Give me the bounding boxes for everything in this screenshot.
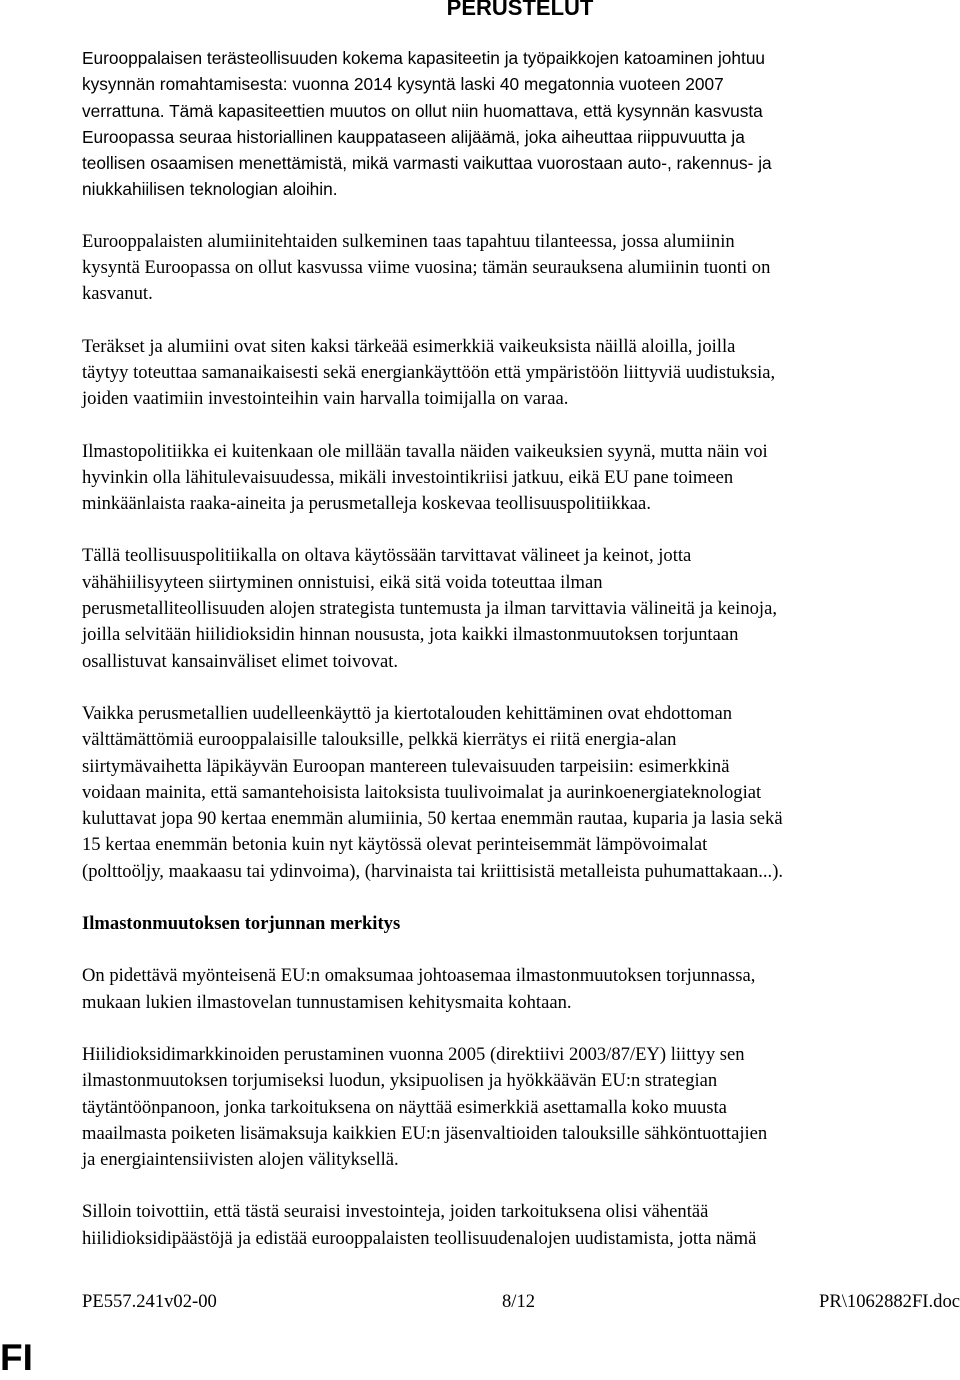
paragraph-1: Eurooppalaisen terästeollisuuden kokema kapasiteetin ja työpaikkojen katoaminen johtuu kysynnän romahtamisesta: vuonna 2014 kysyntä laski 40 megatonnia vuoteen 2007 verrattuna. Tämä kapasiteettien muutos on ollut niin huomattava, että kysynnän kasvusta Euroopassa seuraa historiallinen kauppataseen alijäämä, joka aiheuttaa riippuvuutta ja teollisen osaamisen menettämistä, mikä varmasti vaikuttaa vuorostaan auto-, rakennus- ja niukkahiilisen teknologian aloihin. [82, 48, 772, 200]
footer-doc-ref: PE557.241v02-00 [82, 1291, 217, 1312]
document-body [82, 45, 960, 1252]
language-code: FI [0, 1337, 33, 1378]
footer-page-number: 8/12 [502, 1291, 536, 1312]
page-footer [82, 1289, 960, 1315]
paragraph-4: Ilmastopolitiikka ei kuitenkaan ole millään tavalla näiden vaikeuksien syynä, mutta näin voi hyvinkin olla lähitulevaisuudessa, mikäli investointikriisi jatkuu, eikä EU pane toimeen minkäänlaista raaka-aineita ja perusmetalleja koskevaa teollisuuspolitiikkaa. [82, 440, 768, 515]
paragraph-9: Silloin toivottiin, että tästä seuraisi investointeja, joiden tarkoituksena olisi vähentää hiilidioksidipäästöjä ja edistää eurooppalaisten teollisuudenalojen uudistamista, jotta nämä [82, 1201, 757, 1249]
paragraph-7: On pidettävä myönteisenä EU:n omaksumaa johtoasemaa ilmastonmuutoksen torjunnassa, mukaan lukien ilmastovelan tunnustamisen kehitysmaita kohtaan. [82, 965, 756, 1013]
paragraph-5: Tällä teollisuuspolitiikalla on oltava käytössään tarvittavat välineet ja keinot, jotta vähähiilisyyteen siirtyminen onnistuisi, eikä sitä voida toteuttaa ilman perusmetalliteollisuuden alojen strategista tuntemusta ja ilman tarvittavia välineitä ja keinoja, joilla selvitään hiilidioksidin hinnan noususta, jota kaikki ilmastonmuutoksen torjuntaan osallistuvat kansainväliset elimet toivovat. [82, 545, 777, 672]
paragraph-2: Eurooppalaisten alumiinitehtaiden sulkeminen taas tapahtuu tilanteessa, jossa alumiinin kysyntä Euroopassa on ollut kasvussa viime vuosina; tämän seurauksena alumiinin tuonti on kasvanut. [82, 230, 771, 305]
footer-file-ref: PR\1062882FI.doc [818, 1291, 960, 1312]
page-title: PERUSTELUT [446, 0, 594, 20]
paragraph-8: Hiilidioksidimarkkinoiden perustaminen vuonna 2005 (direktiivi 2003/87/EY) liittyy sen ilmastonmuutoksen torjumiseksi luodun, yksipuolisen ja hyökkäävän EU:n strategian täytäntöönpanoon, jonka tarkoituksena on näyttää esimerkkiä asettamalla koko muusta maailmasta poiketen lisämaksuja kaikkien EU:n jäsenvaltioiden talouksille sähköntuottajien ja energiaintensiivisten alojen välityksellä. [82, 1043, 768, 1171]
paragraph-6: Vaikka perusmetallien uudelleenkäyttö ja kiertotalouden kehittäminen ovat ehdottoman välttämättömiä eurooppalaisille talouksille, pelkkä kierrätys ei riitä energia-alan siirtymävaihetta läpikäyvän Euroopan mantereen tulevaisuuden tarpeisiin: esimerkkinä voidaan mainita, että samantehoisista laitoksista tuulivoimalat ja aurinkoenergiateknologiat kuluttavat jopa 90 kertaa enemmän alumiinia, 50 kertaa enemmän rautaa, kuparia ja lasia sekä 15 kertaa enemmän betonia kuin nyt käytössä olevat perinteisemmät lämpövoimalat (polttoöljy, maakaasu tai ydinvoima), (harvinaista tai kriittisistä metalleista puhumattakaan...). [82, 702, 784, 882]
paragraph-3: Teräkset ja alumiini ovat siten kaksi tärkeää esimerkkiä vaikeuksista näillä aloilla, joilla täytyy toteuttaa samanaikaisesti sekä energiankäyttöön että ympäristöön liittyviä uudistuksia, joiden vaatimiin investointeihin vain harvalla toimijalla on varaa. [82, 335, 776, 410]
section-heading: Ilmastonmuutoksen torjunnan merkitys [82, 913, 401, 935]
